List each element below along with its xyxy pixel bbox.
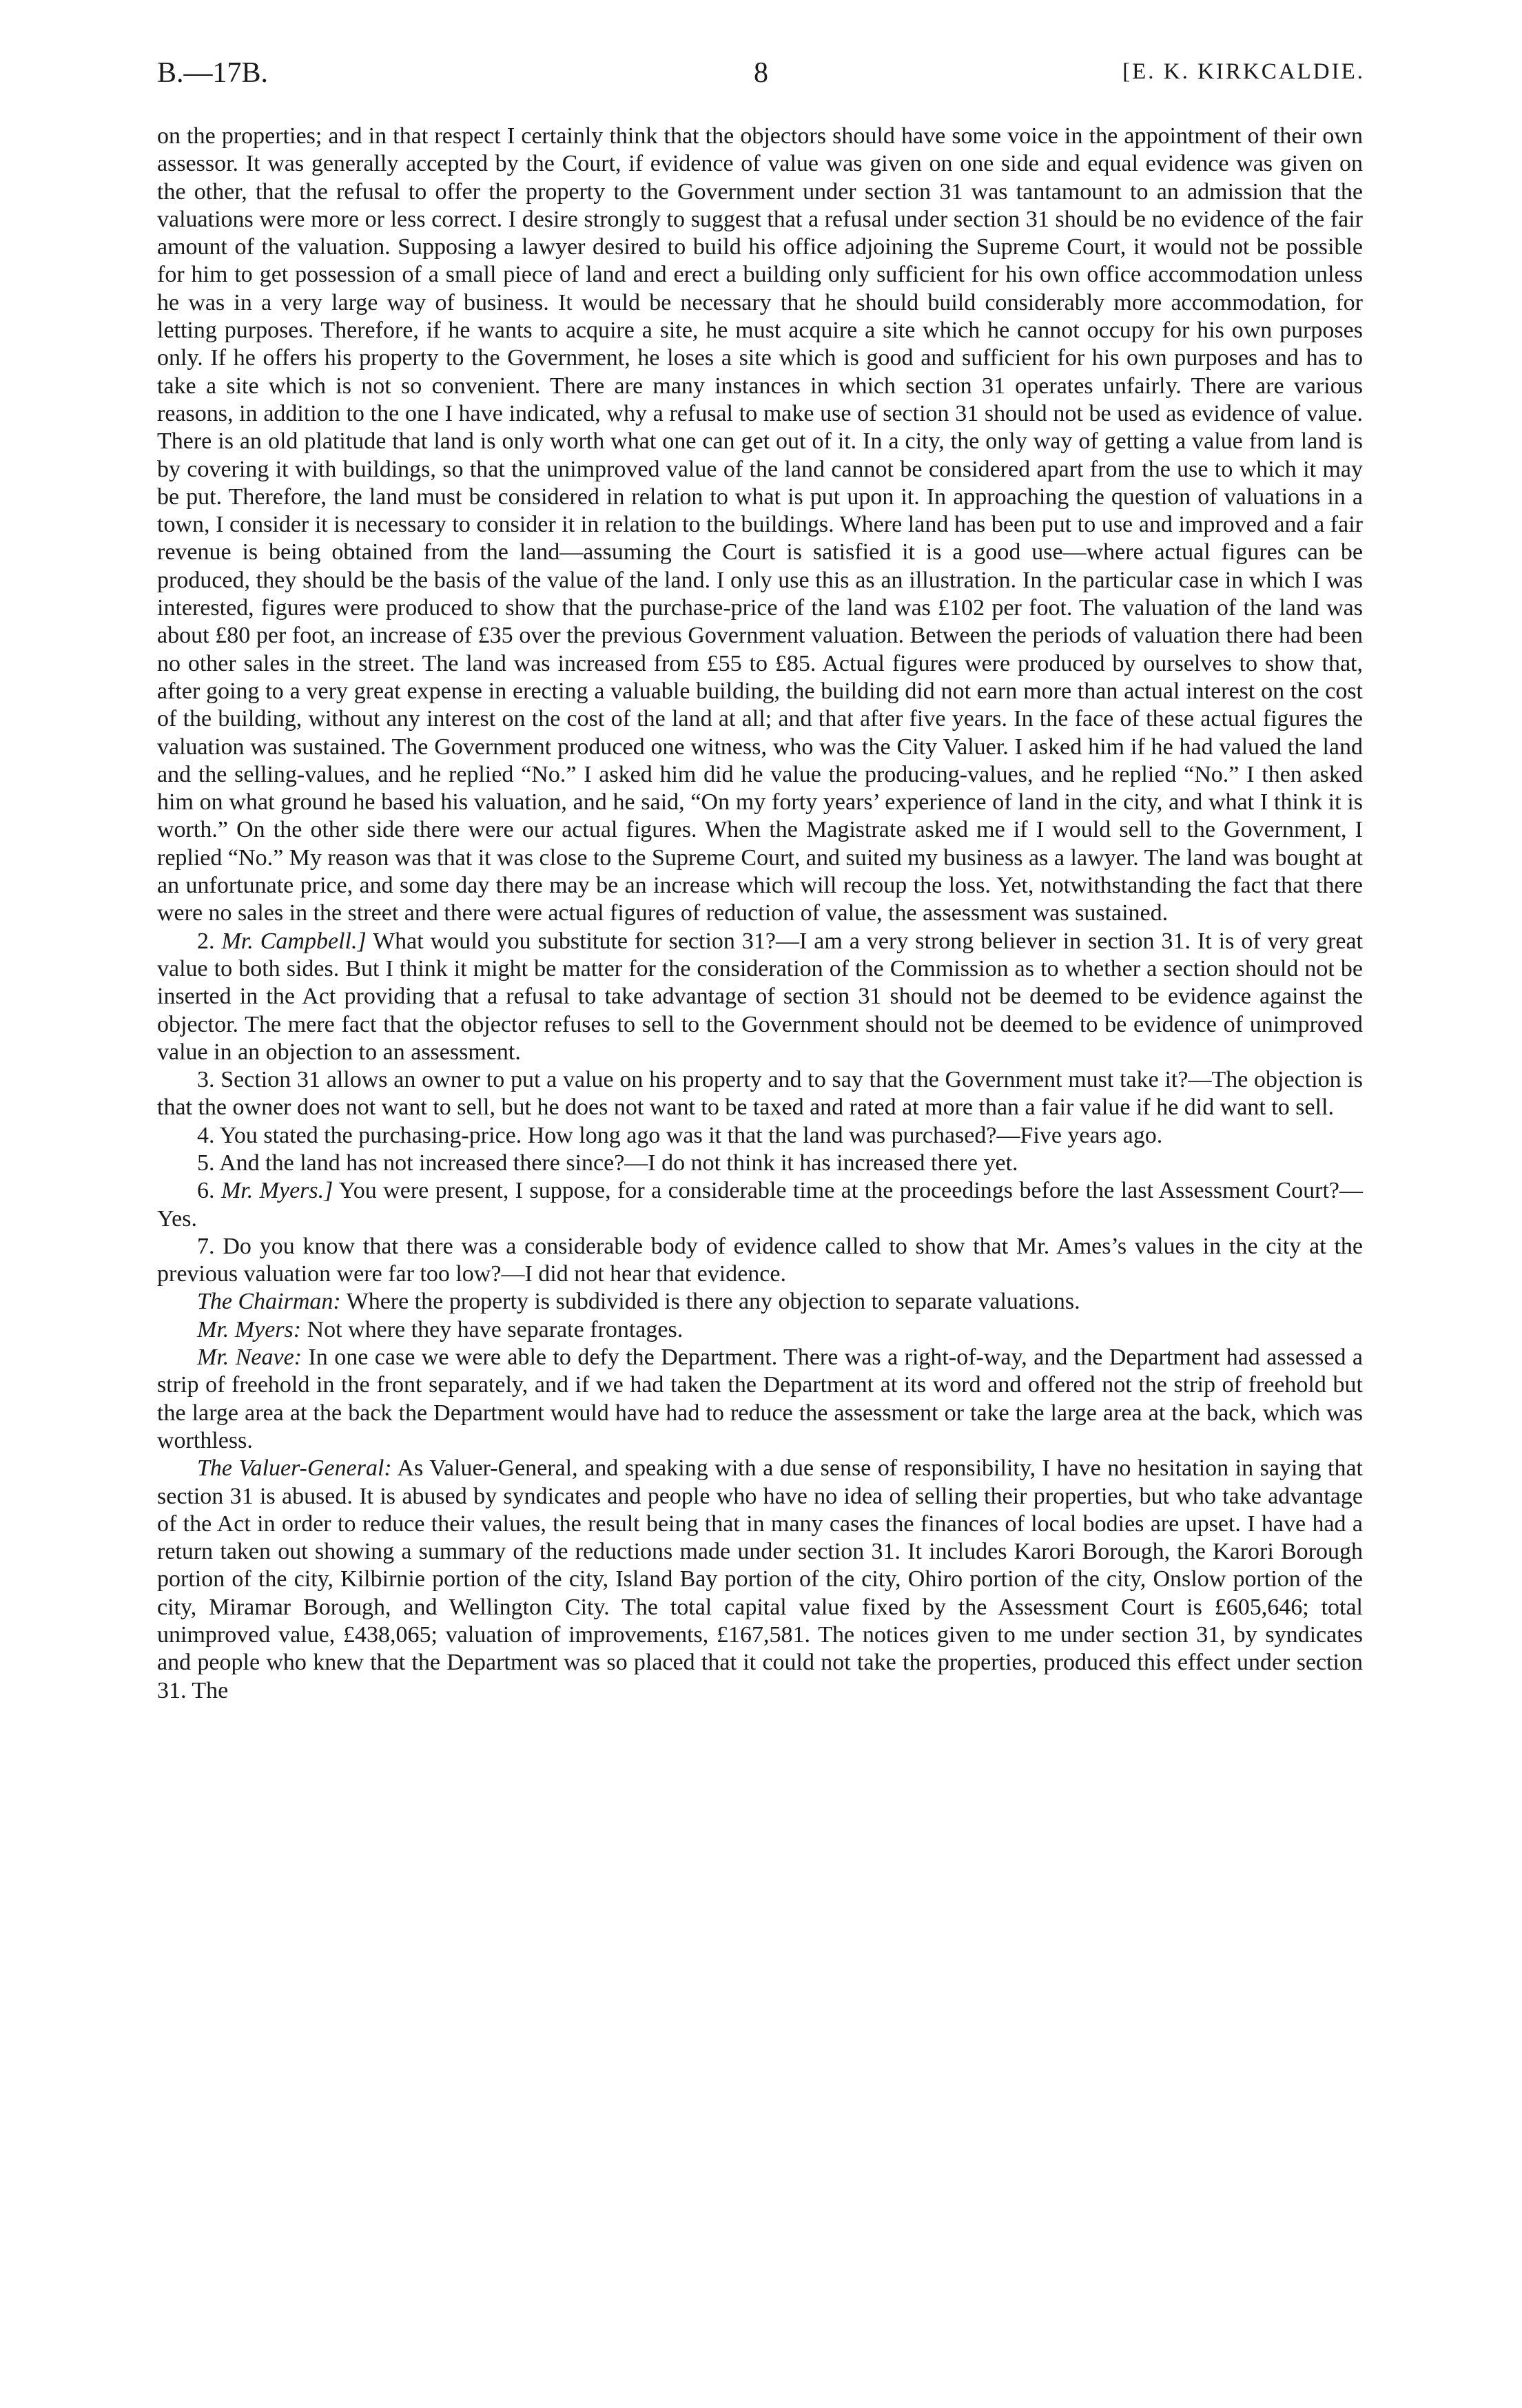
paragraph-text: You were present, I suppose, for a considerable time at the proceedings before the last Assessment Court?—Yes. [157, 1178, 1364, 1232]
question-3 [157, 1066, 1363, 1122]
speaker-name: The Chairman: [197, 1289, 341, 1315]
paragraph-text: Do you know that there was a considerable body of evidence called to show that Mr. Ames’s values in the city at the previous valuation were far too low?—I did not hear that evidence. [157, 1233, 1364, 1287]
statement-neave [157, 1344, 1363, 1455]
paragraph-text: Section 31 allows an owner to put a value on his property and to say that the Government must take it?—The objection is that the owner does not want to sell, but he does not want to be taxed and rated at more than a fair value if he did want to sell. [157, 1067, 1364, 1121]
question-number: 7. [197, 1233, 215, 1259]
speaker-name: Mr. Myers.] [220, 1178, 333, 1204]
paragraph-text: Not where they have separate frontages. [307, 1316, 683, 1342]
question-5 [157, 1150, 1363, 1177]
statement-valuer-general [157, 1455, 1363, 1705]
question-number: 4. [197, 1122, 215, 1148]
paper-reference: B.—17B. [157, 57, 269, 89]
paragraph-text: You stated the purchasing-price. How long ago was it that the land was purchased?—Five years ago. [219, 1122, 1163, 1148]
question-6 [157, 1177, 1363, 1233]
question-number: 5. [197, 1150, 215, 1176]
paragraph-text: In one case we were able to defy the Department. There was a right-of-way, and the Department had assessed a strip of freehold in the front separately, and if we had taken the Department at its word and offered not the strip of freehold but the large area at the back the Department would have had to reduce the assessment or take the large area at the back, which was worthless. [157, 1345, 1364, 1453]
question-number: 6. [197, 1178, 215, 1204]
statement-myers [157, 1316, 1363, 1344]
paragraph-text: What would you substitute for section 31?—I am a very strong believer in section 31. It is of very great value to both sides. But I think it might be matter for the consideration of the Commission as to whether a section should not be inserted in the Act providing that a refusal to take advantage of section 31 should not be deemed to be evidence against the objector. The mere fact that the objector refuses to sell to the Government should not be deemed to be evidence of unimproved value in an objection to an assessment. [157, 928, 1363, 1065]
paragraph-text: on the properties; and in that respect I certainly think that the objectors should have some voice in the appointment of their own assessor. It was generally accepted by the Court, if evidence of value was given on one side and equal evidence was given on the other, that the refusal to offer the property to the Government under section 31 was tantamount to an admission that the valuations were more or less correct. I desire strongly to suggest that a refusal under section 31 should be no evidence of the fair amount of the valuation. Supposing a lawyer desired to build his office adjoining the Supreme Court, it would not be possible for him to get possession of a small piece of land and erect a building only sufficient for his own office accommodation unless he was in a very large way of business. It would be necessary that he should build considerably more accommodation, for letting purposes. Therefore, if he wants to acquire a site, he must acquire a site which he cannot occupy for his own purposes only. If he offers his property to the Government, he loses a site which is good and sufficient for his own purposes and has to take a site which is not so convenient. There are many instances in which section 31 operates unfairly. There are various reasons, in addition to the one I have indicated, why a refusal to make use of section 31 should not be used as evidence of value. There is an old platitude that land is only worth what one can get out of it. In a city, the only way of getting a value from land is by covering it with buildings, so that the unimproved value of the land cannot be considered apart from the use to which it may be put. Therefore, the land must be considered in relation to what is put upon it. In approaching the question of valuations in a town, I consider it is necessary to consider it in relation to the buildings. Where land has been put to use and improved and a fair revenue is being obtained from the land—assuming the Court is satisfied it is a good use—where actual figures can be produced, they should be the basis of the value of the land. I only use this as an illustration. In the particular case in which I was interested, figures were produced to show that the purchase-price of the land was £102 per foot. The valuation of the land was about £80 per foot, an increase of £35 over the previous Government valuation. Between the periods of valuation there had been no other sales in the street. The land was increased from £55 to £85. Actual figures were produced by ourselves to show that, after going to a very great expense in erecting a valuable building, the building did not earn more than actual interest on the cost of the building, without any interest on the cost of the land at all; and that after five years. In the face of these actual figures the valuation was sustained. The Government produced one witness, who was the City Valuer. I asked him if he had valued the land and the selling-values, and he replied “No.” I asked him did he value the producing-values, and he replied “No.” I then asked him on what ground he based his valuation, and he said, “On my forty years’ experience of land in the city, and what I think it is worth.” On the other side there were our actual figures. When the Magistrate asked me if I would sell to the Government, I replied “No.” My reason was that it was close to the Supreme Court, and suited my business as a lawyer. The land was bought at an unfortunate price, and some day there may be an increase which will recoup the loss. Yet, notwithstanding the fact that there were no sales in the street and there were actual figures of reduction of value, the assessment was sustained. [157, 123, 1363, 926]
question-4 [157, 1122, 1363, 1150]
question-7 [157, 1233, 1363, 1289]
speaker-name: The Valuer-General: [197, 1455, 392, 1482]
page-header [157, 56, 1365, 101]
speaker-name: Mr. Myers: [197, 1316, 302, 1342]
statement-chairman [157, 1288, 1363, 1316]
speaker-name: Mr. Neave: [197, 1345, 302, 1371]
speaker-name: Mr. Campbell.] [221, 928, 367, 954]
question-number: 3. [197, 1067, 215, 1093]
paragraph-text: And the land has not increased there since?—I do not think it has increased there yet. [219, 1150, 1018, 1176]
question-number: 2. [197, 928, 215, 954]
witness-name: [E. K. KIRKCALDIE. [1122, 59, 1365, 84]
question-2 [157, 928, 1363, 1066]
paragraph-text: As Valuer-General, and speaking with a due sense of responsibility, I have no hesitation in saying that section 31 is abused. It is abused by syndicates and people who have no idea of selling their properties, but who take advantage of the Act in order to reduce their values, the result being that in many cases the finances of local bodies are upset. I have had a return taken out showing a summary of the reductions made under section 31. It includes Karori Borough, the Karori Borough portion of the city, Kilbirnie portion of the city, Island Bay portion of the city, Ohiro portion of the city, Onslow portion of the city, Miramar Borough, and Wellington City. The total capital value fixed by the Assessment Court is £605,646; total unimproved value, £438,065; valuation of improvements, £167,581. The notices given to me under section 31, by syndicates and people who knew that the Department was so placed that it could not take the properties, produced this effect under section 31. The [157, 1455, 1363, 1703]
page-number: 8 [754, 57, 768, 89]
paragraph-text: Where the property is subdivided is there any objection to separate valuations. [346, 1289, 1080, 1315]
paragraph-1 [157, 123, 1363, 928]
document-body [157, 123, 1363, 1705]
